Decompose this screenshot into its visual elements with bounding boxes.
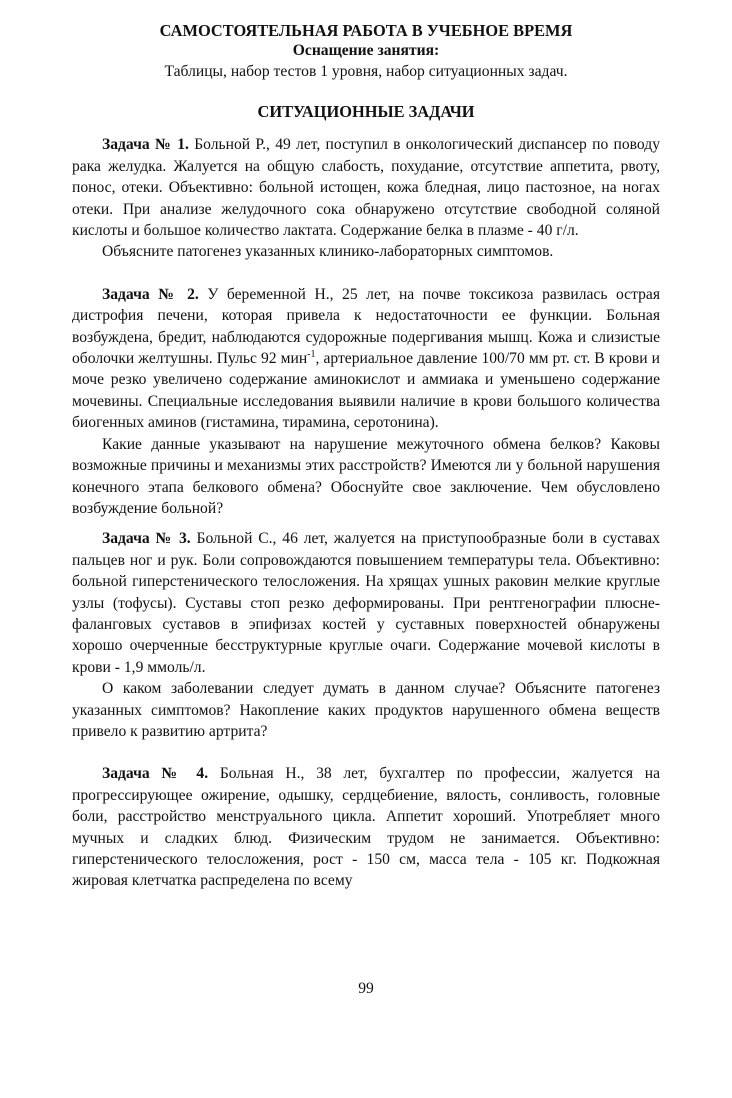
- task-2-superscript: -1: [307, 348, 316, 360]
- task-2-question: Какие данные указывают на нарушение межуточного обмена белков? Каковы возможные причины и механизмы этих расстройств? Имеются ли у больной нарушения конечного этапа белкового обмена? Обоснуйте свое заключение. Чем обусловлено возбуждение больной?: [72, 435, 660, 517]
- spacer: [72, 519, 660, 528]
- task-1-label: Задача № 1.: [102, 136, 189, 154]
- task-3-question: О каком заболевании следует думать в данном случае? Объясните патогенез указанных симптомов? Накопление каких продуктов нарушенного обмена веществ привело к развитию артрита?: [72, 680, 660, 740]
- task-1-body: Больной Р., 49 лет, поступил в онкологический диспансер по поводу рака желудка. Жалуется на общую слабость, похудание, отсутствие аппетита, рвоту, понос, отеки. Объективно: больной истощен, кожа бледная, лицо пастозное, на ногах отеки. При анализе желудочного сока обнаружено отсутствие свободной соляной кислоты и большое количество лактата. Содержание белка в плазме - 40 г/л.: [72, 136, 661, 240]
- task-4-text: [72, 763, 660, 891]
- spacer: [72, 742, 660, 763]
- task-1-question: Объясните патогенез указанных клинико-лабораторных симптомов.: [102, 243, 554, 261]
- spacer: [72, 263, 660, 284]
- task-3-label: Задача № 3.: [102, 530, 191, 548]
- task-4-body: Больная Н., 38 лет, бухгалтер по профессии, жалуется на прогрессирующее ожирение, одышку, сердцебиение, вялость, сонливость, головные боли, расстройство менструального цикла. Аппетит хороший. Употребляет много мучных и сладких блюд. Физическим трудом не занимается. Объективно: гиперстенического телосложения, рост - 150 см, масса тела - 105 кг. Подкожная жировая клетчатка распределена по всему: [72, 765, 660, 890]
- task-2-body-cont: , артериальное давление 100/70 мм рт. ст. В крови и моче резко увеличено содержание аминокислот и аммиака и уменьшено содержание мочевины. Специальные исследования выявили наличие в крови большого количества биогенных аминов (гистамина, тирамина, серотонина).: [72, 350, 660, 432]
- task-4-label: Задача № 4.: [102, 765, 209, 783]
- task-1-text: [72, 134, 660, 241]
- page-number: 99: [358, 980, 374, 997]
- task-2-text: [72, 284, 660, 434]
- task-3: [72, 528, 660, 742]
- task-1: [72, 134, 660, 262]
- task-2: [72, 284, 660, 519]
- equipment-heading: Оснащение занятия:: [292, 42, 440, 59]
- task-4: [72, 763, 660, 891]
- document-page: [72, 20, 660, 892]
- task-2-body: У беременной Н., 25 лет, на почве токсикоза развилась острая дистрофия печени, которая привела к недостаточности ее функции. Больная возбуждена, бредит, наблюдаются судорожные подергивания мышц. Кожа и слизистые оболочки желтушны. Пульс 92 мин: [72, 285, 661, 368]
- task-3-text: [72, 528, 660, 678]
- task-2-label: Задача № 2.: [102, 285, 199, 303]
- page-title: САМОСТОЯТЕЛЬНАЯ РАБОТА В УЧЕБНОЕ ВРЕМЯ: [159, 21, 573, 40]
- equipment-text: Таблицы, набор тестов 1 уровня, набор ситуационных задач.: [164, 63, 568, 80]
- task-3-body: Больной С., 46 лет, жалуется на приступообразные боли в суставах пальцев ног и рук. Боли сопровождаются повышением температуры тела. Объективно: больной гиперстенического телосложения. На хрящах ушных раковин мелкие круглые узлы (тофусы). Суставы стоп резко деформированы. При рентгенографии плюсне-фаланговых суставов в эпифизах костей у суставных поверхностей обнаружены хорошо очерченные бесструктурные круглые очаги. Содержание мочевой кислоты в крови - 1,9 ммоль/л.: [72, 530, 661, 676]
- section-title: СИТУАЦИОННЫЕ ЗАДАЧИ: [257, 102, 475, 122]
